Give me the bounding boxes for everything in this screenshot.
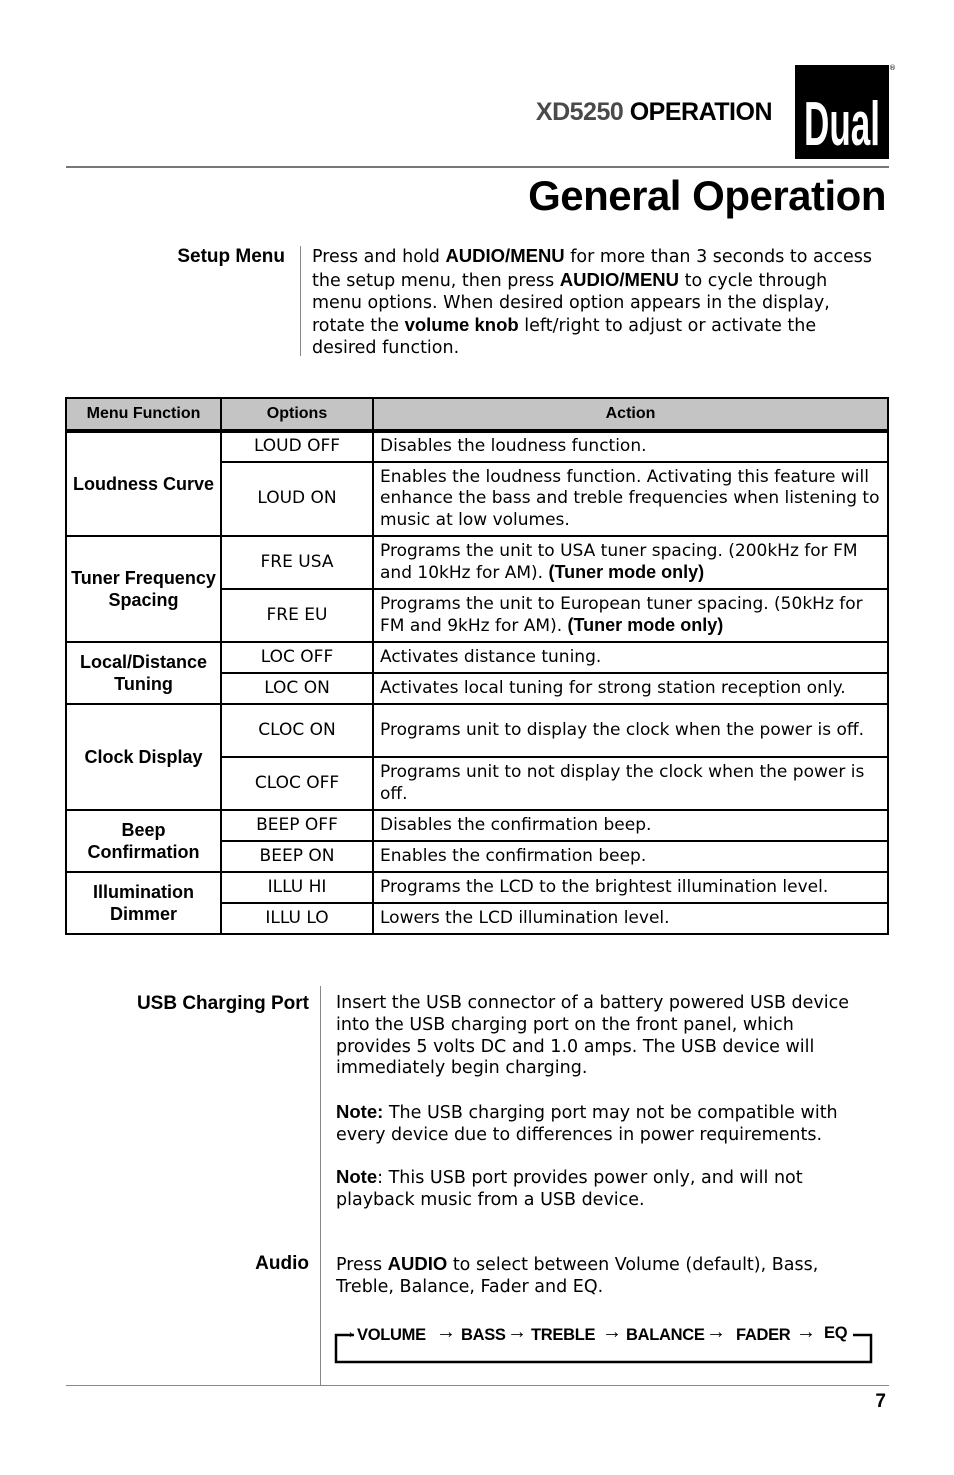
text-run: for more than 3 seconds to access the setup menu, then press (312, 247, 872, 291)
header-action: Action (373, 398, 888, 431)
option-cell: LOC OFF (221, 642, 373, 673)
footer-rule (66, 1385, 889, 1386)
text-run: Press (336, 1255, 388, 1275)
menu-function-table (65, 397, 889, 935)
audio-description (336, 1253, 871, 1299)
text-run: Programs the unit to European tuner spacing. (50kHz for FM and 9kHz for AM). (380, 593, 863, 636)
table-row (66, 431, 888, 462)
document-header (420, 98, 772, 127)
usb-description (336, 993, 871, 1080)
right-arrow-icon: → (337, 1321, 357, 1343)
registered-mark: ® (889, 64, 896, 72)
action-cell (373, 536, 888, 589)
action-cell (373, 757, 888, 810)
action-cell (373, 431, 888, 462)
action-cell (373, 903, 888, 934)
audio-label: Audio (255, 1253, 309, 1274)
action-cell (373, 462, 888, 536)
setup-menu-label: Setup Menu (177, 246, 285, 267)
table-row (66, 704, 888, 757)
option-cell: LOC ON (221, 673, 373, 704)
page-title: General Operation (528, 172, 886, 219)
text-run: : This USB port provides power only, and will not playback music from a USB device. (336, 1168, 803, 1210)
option-cell: BEEP OFF (221, 810, 373, 841)
text-run: Activates distance tuning. (380, 646, 602, 667)
action-cell (373, 872, 888, 903)
audio-mode-fader: FADER (736, 1326, 791, 1344)
action-cell (373, 704, 888, 757)
bold-text: AUDIO/MENU (559, 268, 680, 290)
header-options: Options (221, 398, 373, 431)
bold-text: (Tuner mode only) (548, 562, 705, 582)
option-cell: FRE USA (221, 536, 373, 589)
table-row (66, 536, 888, 589)
right-arrow-icon: → (796, 1321, 816, 1343)
setup-menu-divider (300, 246, 301, 356)
audio-mode-balance: BALANCE (626, 1326, 705, 1344)
right-arrow-icon: → (507, 1321, 527, 1343)
table-row (66, 872, 888, 903)
model-name: XD5250 (535, 98, 624, 126)
section-name: OPERATION (629, 98, 772, 126)
text-run: Disables the confirmation beep. (380, 814, 652, 835)
usb-charging-label: USB Charging Port (136, 993, 309, 1014)
audio-mode-eq: EQ (824, 1324, 848, 1342)
option-cell: FRE EU (221, 589, 373, 642)
action-cell (373, 673, 888, 704)
menu-function-cell: Clock Display (66, 704, 221, 810)
right-arrow-icon: → (436, 1321, 456, 1343)
text-run: The USB charging port may not be compatible with every device due to differences in power requirements. (336, 1103, 838, 1145)
table-row (66, 810, 888, 841)
action-cell (373, 589, 888, 642)
bold-text: AUDIO/MENU (445, 245, 565, 266)
text-run: Programs the LCD to the brightest illumination level. (380, 876, 829, 897)
text-run: Insert the USB connector of a battery powered USB device into the USB charging port on the front panel, which provides 5 volts DC and 1.0 amps. The USB device will immediately begin charging. (336, 993, 850, 1079)
bold-text: volume knob (404, 314, 519, 336)
text-run: Lowers the LCD illumination level. (380, 907, 670, 928)
page-number: 7 (875, 1391, 886, 1412)
text-run: Enables the confirmation beep. (380, 845, 647, 866)
audio-mode-volume: VOLUME (357, 1326, 426, 1344)
text-run: Programs the unit to USA tuner spacing. (200kHz for FM and 10kHz for AM). (380, 540, 858, 583)
menu-function-cell: Loudness Curve (66, 431, 221, 536)
option-cell: ILLU LO (221, 903, 373, 934)
right-arrow-icon: → (602, 1321, 622, 1343)
menu-function-cell: Tuner Frequency Spacing (66, 536, 221, 642)
header-rule (66, 166, 889, 168)
text-run: Enables the loudness function. Activating this feature will enhance the bass and treble frequencies when listening to music at low volumes. (380, 466, 880, 530)
usb-note-2 (336, 1166, 871, 1212)
audio-cycle-diagram (335, 1322, 873, 1362)
option-cell: LOUD OFF (221, 431, 373, 462)
option-cell: CLOC OFF (221, 757, 373, 810)
bold-text: (Tuner mode only) (567, 615, 724, 635)
text-run: to select between Volume (default), Bass, Treble, Balance, Fader and EQ. (336, 1255, 819, 1297)
table-body (66, 431, 888, 934)
audio-mode-bass: BASS (461, 1326, 506, 1344)
menu-function-cell: Illumination Dimmer (66, 872, 221, 934)
bold-text: Note (336, 1166, 378, 1187)
action-cell (373, 642, 888, 673)
text-run: Press and hold (312, 247, 446, 267)
option-cell: ILLU HI (221, 872, 373, 903)
usb-note-1 (336, 1101, 871, 1147)
header-menu-function: Menu Function (66, 398, 221, 431)
bold-text: Note: (336, 1101, 384, 1122)
text-run: Activates local tuning for strong station reception only. (380, 677, 846, 698)
menu-function-cell: Beep Confirmation (66, 810, 221, 872)
right-arrow-icon: → (706, 1321, 726, 1343)
action-cell (373, 810, 888, 841)
audio-mode-treble: TREBLE (531, 1326, 596, 1344)
text-run: to cycle through menu options. When desired option appears in the display, rotate the (312, 270, 830, 337)
action-cell (373, 841, 888, 872)
table-header-row (66, 398, 888, 431)
text-run: Programs unit to display the clock when the power is off. (380, 719, 865, 740)
text-run: Programs unit to not display the clock when the power is off. (380, 762, 865, 804)
menu-function-cell: Local/Distance Tuning (66, 642, 221, 704)
option-cell: BEEP ON (221, 841, 373, 872)
text-run: Disables the loudness function. (380, 436, 647, 457)
setup-menu-text (312, 245, 882, 360)
option-cell: CLOC ON (221, 704, 373, 757)
text-run: left/right to adjust or activate the desired function. (312, 316, 817, 359)
option-cell: LOUD ON (221, 462, 373, 536)
logo-text: Dual (804, 90, 880, 159)
table-row (66, 642, 888, 673)
bold-text: AUDIO (387, 1253, 448, 1274)
dual-logo (795, 65, 889, 159)
usb-audio-divider (320, 986, 321, 1385)
